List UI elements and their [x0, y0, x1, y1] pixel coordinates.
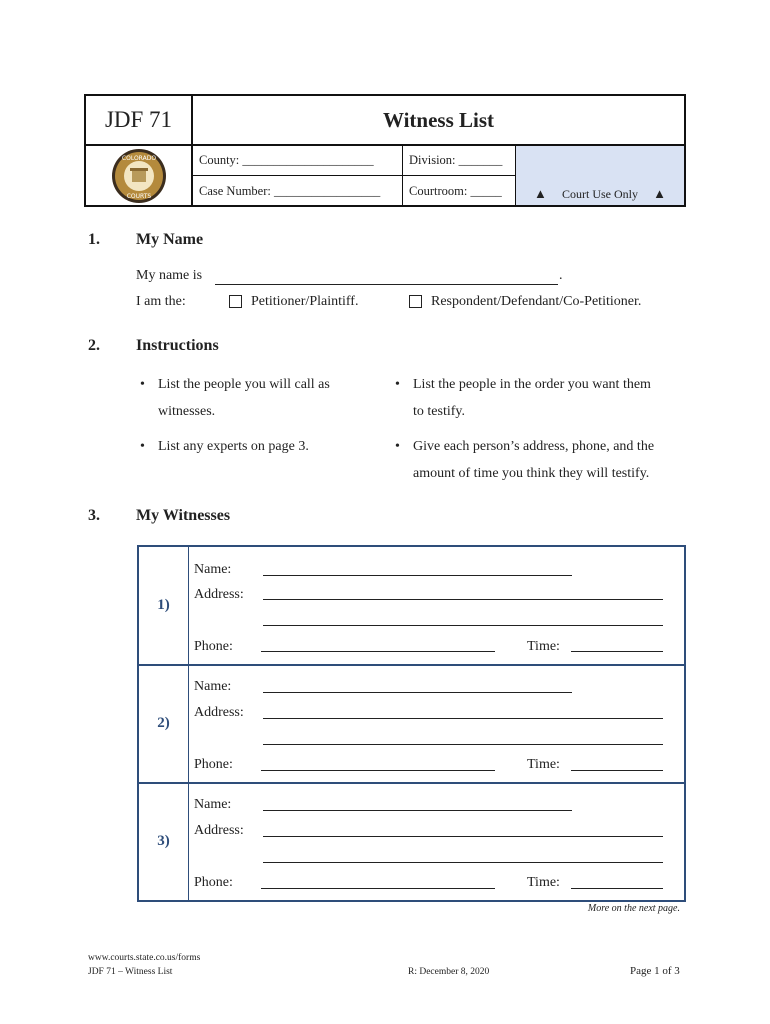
instruction-text: to testify.	[413, 404, 465, 419]
witness-number: 2)	[139, 665, 189, 782]
header-row-county	[193, 146, 515, 176]
bullet-icon: •	[395, 377, 400, 392]
phone-label: Phone:	[194, 757, 233, 772]
instruction-text: List any experts on page 3.	[158, 439, 309, 454]
arrow-up-icon: ▲	[534, 186, 547, 201]
name-label: Name:	[194, 562, 232, 577]
section-3-title: My Witnesses	[136, 507, 231, 524]
witness-row	[139, 547, 684, 666]
form-header	[84, 94, 686, 207]
courtroom-field[interactable]: Courtroom: _____	[409, 183, 502, 198]
phone-label: Phone:	[194, 639, 233, 654]
form-id: JDF 71	[86, 96, 193, 146]
bullet-icon: •	[140, 377, 145, 392]
case-number-field[interactable]: Case Number: _________________	[193, 176, 403, 206]
court-use-label: Court Use Only	[562, 187, 638, 201]
witness-phone-input[interactable]	[261, 651, 495, 652]
witness-address-input-line2[interactable]	[263, 862, 663, 863]
witness-address-input-line2[interactable]	[263, 744, 663, 745]
county-field[interactable]: County: _____________________	[193, 146, 403, 175]
witness-row	[139, 665, 684, 784]
respondent-checkbox[interactable]	[409, 295, 422, 308]
court-seal-cell	[86, 146, 193, 205]
colorado-courts-seal-icon	[111, 148, 167, 204]
witness-number: 3)	[139, 783, 189, 900]
witness-phone-input[interactable]	[261, 888, 495, 889]
bullet-icon: •	[395, 439, 400, 454]
svg-text:COURTS: COURTS	[126, 192, 151, 200]
section-2-number: 2.	[88, 337, 100, 354]
witness-address-input[interactable]	[263, 599, 663, 600]
instruction-text: amount of time you think they will testify.	[413, 466, 650, 481]
time-label: Time:	[527, 875, 560, 890]
petitioner-checkbox[interactable]	[229, 295, 242, 308]
witness-address-input-line2[interactable]	[263, 625, 663, 626]
witness-address-input[interactable]	[263, 718, 663, 719]
section-1-title: My Name	[136, 231, 204, 248]
division-field[interactable]: Division: _______	[409, 153, 503, 167]
my-name-input[interactable]	[215, 284, 558, 285]
witness-address-input[interactable]	[263, 836, 663, 837]
witness-name-input[interactable]	[263, 810, 572, 811]
instruction-text: Give each person’s address, phone, and the	[413, 439, 655, 454]
witness-name-input[interactable]	[263, 575, 572, 576]
section-2-title: Instructions	[136, 337, 219, 354]
respondent-label: Respondent/Defendant/Co-Petitioner.	[431, 294, 642, 309]
address-label: Address:	[194, 587, 244, 602]
footer-form-ref: JDF 71 – Witness List	[88, 967, 173, 977]
witness-table	[137, 545, 686, 902]
witness-time-input[interactable]	[571, 770, 663, 771]
instruction-text: witnesses.	[158, 404, 216, 419]
footer-url: www.courts.state.co.us/forms	[88, 953, 201, 963]
court-use-only-box	[515, 146, 684, 205]
address-label: Address:	[194, 823, 244, 838]
address-label: Address:	[194, 705, 244, 720]
instruction-text: List the people in the order you want them	[413, 377, 651, 392]
phone-label: Phone:	[194, 875, 233, 890]
name-label: Name:	[194, 797, 232, 812]
section-3-number: 3.	[88, 507, 100, 524]
name-label: Name:	[194, 679, 232, 694]
bullet-icon: •	[140, 439, 145, 454]
petitioner-label: Petitioner/Plaintiff.	[251, 294, 359, 309]
witness-number: 1)	[139, 547, 189, 664]
footer-page-number: Page 1 of 3	[630, 965, 680, 977]
i-am-label: I am the:	[136, 294, 186, 309]
svg-text:COLORADO: COLORADO	[121, 154, 156, 162]
witness-name-input[interactable]	[263, 692, 572, 693]
time-label: Time:	[527, 757, 560, 772]
header-row-case	[193, 176, 515, 206]
more-on-next-page: More on the next page.	[587, 903, 680, 914]
section-1-number: 1.	[88, 231, 100, 248]
my-name-label: My name is	[136, 268, 203, 283]
witness-time-input[interactable]	[571, 651, 663, 652]
witness-time-input[interactable]	[571, 888, 663, 889]
time-label: Time:	[527, 639, 560, 654]
instruction-text: List the people you will call as	[158, 377, 330, 392]
footer-revision: R: December 8, 2020	[408, 967, 490, 977]
witness-phone-input[interactable]	[261, 770, 495, 771]
period: .	[559, 268, 563, 283]
witness-row	[139, 783, 684, 900]
form-title: Witness List	[193, 96, 684, 146]
arrow-up-icon: ▲	[653, 186, 666, 201]
